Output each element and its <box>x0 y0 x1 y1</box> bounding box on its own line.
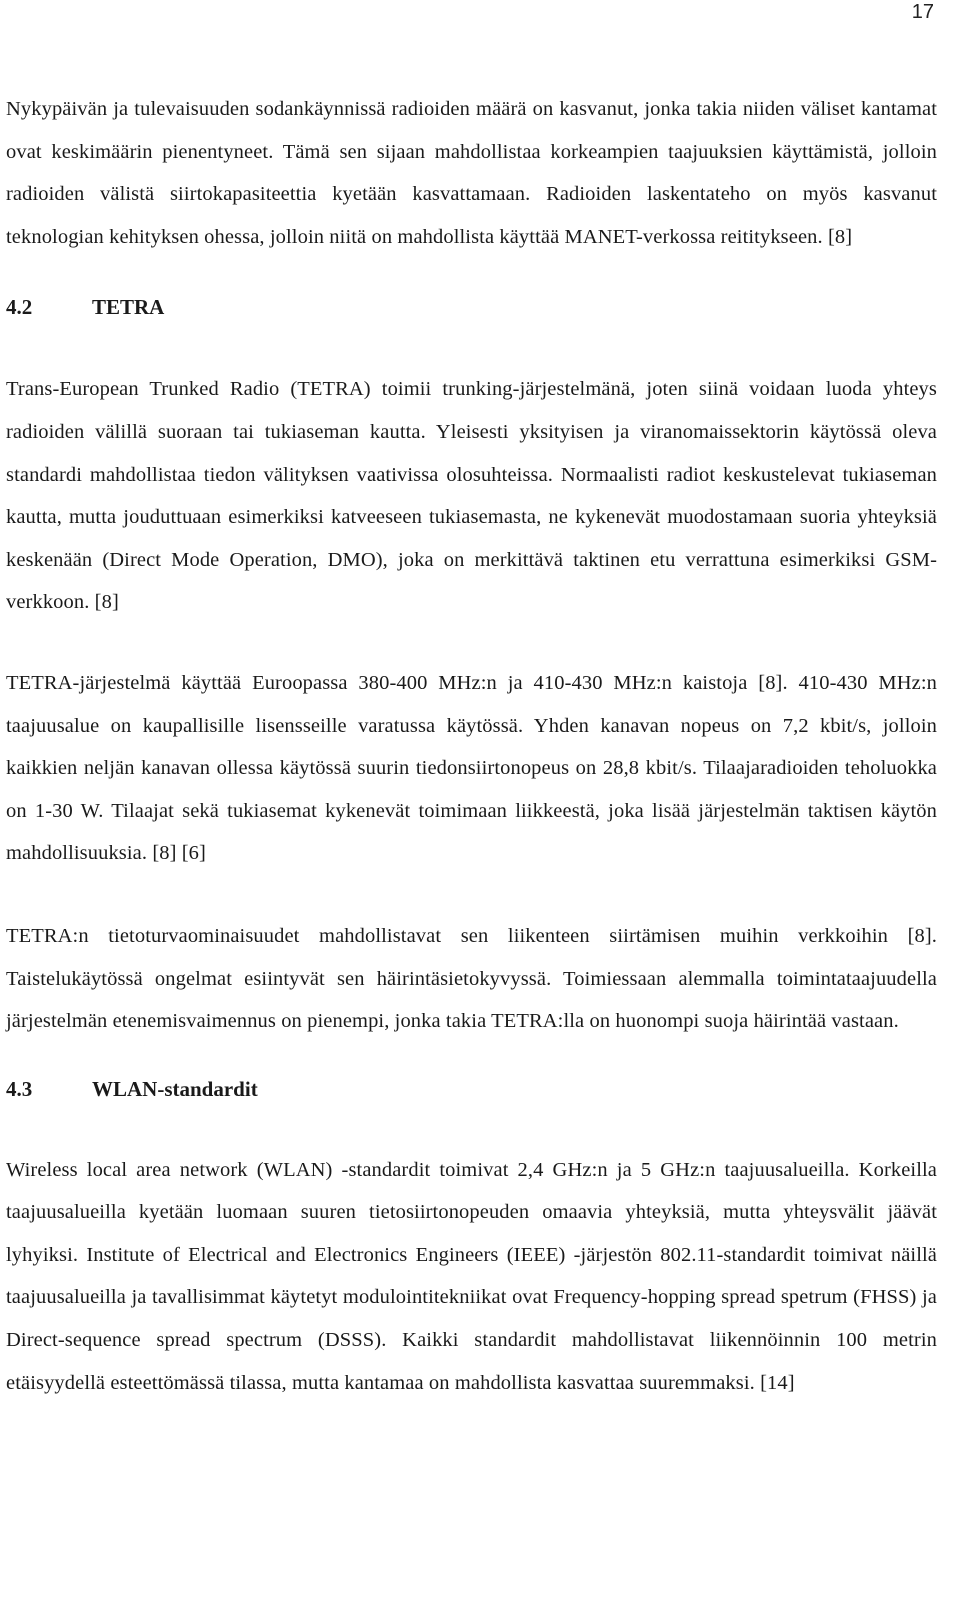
paragraph-tetra-frequencies: TETRA-järjestelmä käyttää Euroopassa 380-400 MHz:n ja 410-430 MHz:n kaistoja [8]. 410-430 MHz:n taajuusalue on kaupallisille lisensseille varatussa käytössä. Yhden kanavan nopeus on 7,2 kbit/s, jolloin kaikkien neljän kanavan ollessa käytössä suurin tiedonsiirtonopeus on 28,8 kbit/s. Tilaajaradioiden teholuokka on 1-30 W. Tilaajat sekä tukiasemat kykenevät toimimaan liikkeestä, joka lisää järjestelmän taktisen käytön mahdollisuuksia. [8] [6] <box>6 671 937 865</box>
paragraph-tetra-security: TETRA:n tietoturvaominaisuudet mahdollistavat sen liikenteen siirtämisen muihin verkkoihin [8]. Taistelukäytössä ongelmat esiintyvät sen häirintäsietokyvyssä. Toimiessaan alemmalla toimintataajuudella järjestelmän etenemisvaimennus on pienempi, jonka takia TETRA:lla on huonompi suoja häirintää vastaan. <box>6 924 937 1033</box>
page-number: 17 <box>911 1 934 23</box>
section-title: TETRA <box>92 295 165 320</box>
section-heading-tetra <box>6 292 937 322</box>
section-number: 4.2 <box>6 295 33 320</box>
section-title: WLAN-standardit <box>92 1076 258 1101</box>
paragraph-wlan-overview: Wireless local area network (WLAN) -standardit toimivat 2,4 GHz:n ja 5 GHz:n taajuusalueilla. Korkeilla taajuusalueilla kyetään luomaan suuren tietosiirtonopeuden omaavia yhteyksiä, mutta yhteysvälit jäävät lyhyiksi. Institute of Electrical and Electronics Engineers (IEEE) -järjestön 802.11-standardit toimivat näillä taajuusalueilla ja tavallisimmat käytetyt modulointitekniikat ovat Frequency-hopping spread spetrum (FHSS) ja Direct-sequence spread spectrum (DSSS). Kaikki standardit mahdollistavat liikennöinnin 100 metrin etäisyydellä esteettömässä tilassa, mutta kantamaa on mahdollista kasvattaa suuremmaksi. [14] <box>6 1158 937 1394</box>
paragraph-intro: Nykypäivän ja tulevaisuuden sodankäynnissä radioiden määrä on kasvanut, jonka takia niiden väliset kantamat ovat keskimäärin pienentyneet. Tämä sen sijaan mahdollistaa korkeampien taajuuksien käyttämistä, jolloin radioiden välistä siirtokapasiteettia kyetään kasvattamaan. Radioiden laskentateho on myös kasvanut teknologian kehityksen ohessa, jolloin niitä on mahdollista käyttää MANET-verkossa reititykseen. [8] <box>6 98 937 248</box>
section-heading-wlan <box>6 1074 937 1104</box>
paragraph-tetra-overview: Trans-European Trunked Radio (TETRA) toimii trunking-järjestelmänä, joten siinä voidaan luoda yhteys radioiden välillä suoraan tai tukiaseman kautta. Yleisesti yksityisen ja viranomaissektorin käytössä oleva standardi mahdollistaa tiedon välityksen vaativissa olosuhteissa. Normaalisti radiot keskustelevat tukiaseman kautta, mutta jouduttuaan esimerkiksi katveeseen tukiasemasta, ne kykenevät muodostamaan suoria yhteyksiä keskenään (Direct Mode Operation, DMO), joka on merkittävä taktinen etu verrattuna esimerkiksi GSM-verkkoon. [8] <box>6 378 937 614</box>
document-body <box>6 88 937 1404</box>
section-number: 4.3 <box>6 1076 33 1101</box>
